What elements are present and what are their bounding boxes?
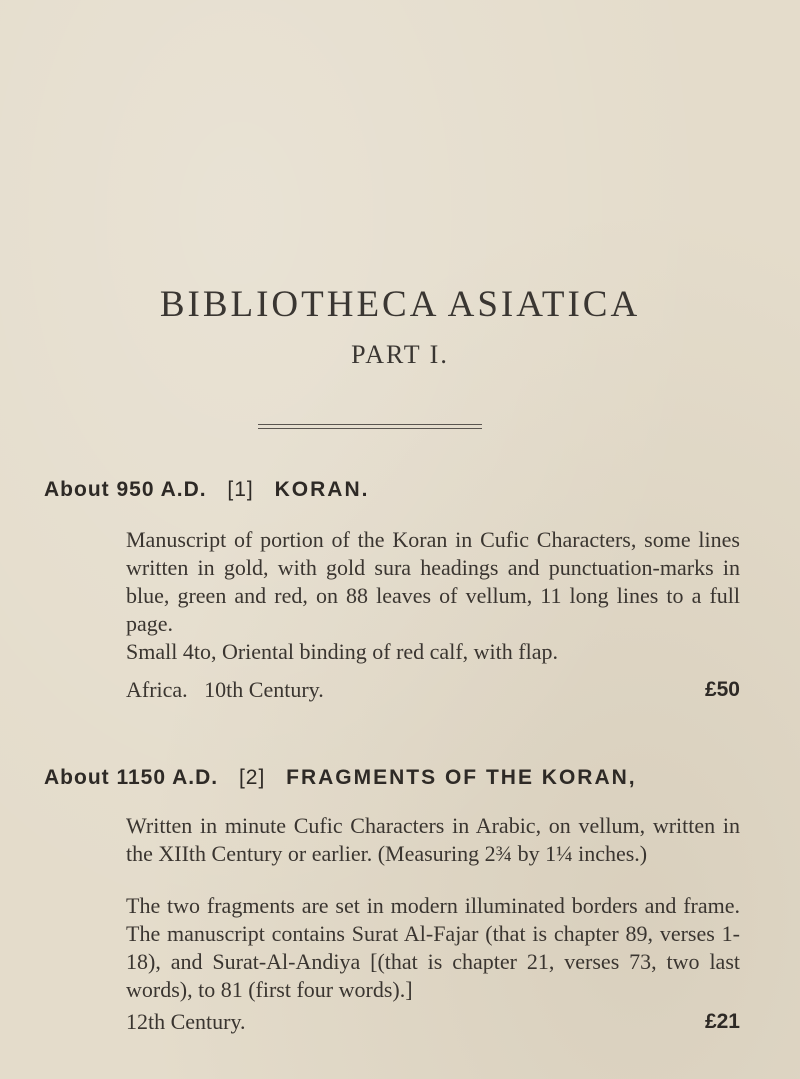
entry-1-price: £50	[704, 678, 740, 701]
entry-1-date: About 950 A.D.	[44, 478, 207, 501]
entry-2-date: About 1150 A.D.	[44, 766, 219, 789]
entry-2-number: [2]	[238, 766, 266, 789]
entry-2-heading	[44, 766, 637, 790]
entry-2-footer	[126, 1008, 740, 1036]
entry-2-description: Written in minute Cufic Characters in Arabic, on vellum, written in the XIIth Century or earlier. (Measuring 2¾ by 1¼ inches.)	[126, 813, 740, 866]
entry-1-description: Manuscript of portion of the Koran in Cufic Characters, some lines written in gold, with gold sura headings and punctuation-marks in blue, green and red, on 88 leaves of vellum, 11 long lines to a full page.	[126, 527, 740, 636]
entry-1-origin: Africa. 10th Century.	[126, 677, 324, 702]
part-heading: PART I.	[351, 340, 449, 369]
entry-2-origin: 12th Century.	[126, 1009, 246, 1034]
catalogue-title: BIBLIOTHECA ASIATICA	[159, 284, 641, 325]
entry-1-heading	[44, 478, 369, 502]
entry-1-title: KORAN.	[274, 478, 370, 501]
entry-2-title: FRAGMENTS OF THE KORAN,	[286, 766, 637, 789]
entry-2-price: £21	[704, 1010, 740, 1033]
entry-1-number: [1]	[227, 478, 254, 501]
entry-1-footer	[126, 676, 740, 704]
entry-1-binding: Small 4to, Oriental binding of red calf, with flap.	[126, 639, 558, 664]
entry-2-notes: The two fragments are set in modern illuminated borders and frame. The manuscript contains Surat Al-Fajar (that is chapter 89, verses 1-18), and Surat-Al-Andiya [(that is chapter 21, verses 73, two last words), to 81 (first four words).]	[126, 893, 740, 1002]
double-rule-divider	[258, 424, 482, 429]
